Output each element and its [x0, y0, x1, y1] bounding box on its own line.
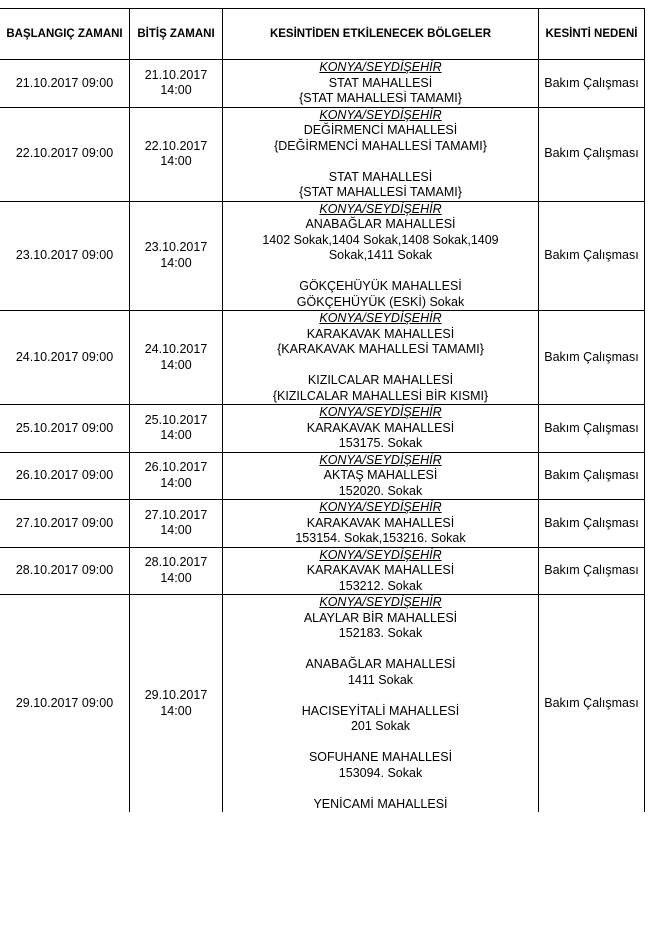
table-row — [0, 201, 645, 311]
area-line: ALAYLAR BİR MAHALLESİ — [303, 610, 458, 625]
end-hour: 14:00 — [160, 523, 192, 538]
table-row — [0, 452, 645, 500]
city-district: KONYA/SEYDİŞEHİR — [319, 547, 442, 562]
area-line: ANABAĞLAR MAHALLESİ — [305, 657, 456, 671]
reason-cell: Bakım Çalışması — [539, 405, 645, 453]
header-reason: KESİNTİ NEDENİ — [539, 9, 645, 60]
city-district: KONYA/SEYDİŞEHİR — [319, 201, 442, 216]
city-district: KONYA/SEYDİŞEHİR — [319, 107, 442, 122]
header-end: BİTİŞ ZAMANI — [130, 9, 223, 60]
area-spacer — [225, 735, 536, 751]
area-spacer — [225, 642, 536, 658]
area-line: AKTAŞ MAHALLESİ — [323, 468, 438, 482]
city-district: KONYA/SEYDİŞEHİR — [319, 595, 442, 609]
end-time-cell — [130, 405, 223, 453]
start-time-cell: 21.10.2017 09:00 — [0, 60, 130, 108]
area-line: KARAKAVAK MAHALLESİ — [306, 563, 455, 577]
end-date: 22.10.2017 — [144, 138, 208, 153]
table-row — [0, 595, 645, 813]
end-time-cell — [130, 311, 223, 405]
area-line: KARAKAVAK MAHALLESİ — [306, 326, 455, 341]
regions-cell — [223, 201, 539, 311]
start-time-cell: 23.10.2017 09:00 — [0, 201, 130, 311]
end-time-cell — [130, 107, 223, 201]
area-line: ANABAĞLAR MAHALLESİ — [305, 217, 456, 231]
area-line: 152020. Sokak — [338, 483, 423, 498]
end-date: 29.10.2017 — [144, 688, 208, 702]
end-time-cell — [130, 452, 223, 500]
reason-cell: Bakım Çalışması — [539, 595, 645, 813]
table-row — [0, 311, 645, 405]
end-date: 28.10.2017 — [144, 555, 208, 570]
end-date: 27.10.2017 — [144, 507, 208, 522]
area-line: DEĞİRMENCİ MAHALLESİ — [303, 123, 458, 137]
end-time-cell — [130, 500, 223, 548]
header-row — [0, 9, 645, 60]
start-time-cell: 26.10.2017 09:00 — [0, 452, 130, 500]
city-district: KONYA/SEYDİŞEHİR — [319, 500, 442, 514]
area-line: 201 Sokak — [350, 719, 411, 733]
area-line: STAT MAHALLESİ — [328, 75, 433, 90]
city-district: KONYA/SEYDİŞEHİR — [319, 311, 442, 325]
area-line: {STAT MAHALLESİ TAMAMI} — [299, 91, 462, 105]
area-line: 153094. Sokak — [338, 765, 423, 780]
area-line: HACISEYİTALİ MAHALLESİ — [301, 703, 460, 718]
area-spacer — [225, 688, 536, 704]
end-hour: 14:00 — [160, 357, 192, 372]
end-time-cell — [130, 595, 223, 813]
regions-cell — [223, 60, 539, 108]
start-time-cell: 24.10.2017 09:00 — [0, 311, 130, 405]
area-line: STAT MAHALLESİ — [328, 169, 433, 184]
reason-cell: Bakım Çalışması — [539, 500, 645, 548]
start-time-cell: 25.10.2017 09:00 — [0, 405, 130, 453]
area-line: {KIZILCALAR MAHALLESİ BİR KISMI} — [272, 388, 489, 403]
city-district: KONYA/SEYDİŞEHİR — [319, 405, 442, 419]
reason-cell: Bakım Çalışması — [539, 311, 645, 405]
outage-table — [0, 8, 645, 812]
area-line: YENİCAMİ MAHALLESİ — [313, 796, 448, 811]
table-row — [0, 405, 645, 453]
end-date: 26.10.2017 — [144, 460, 208, 475]
table-row — [0, 60, 645, 108]
area-line: KARAKAVAK MAHALLESİ — [306, 515, 455, 530]
reason-cell: Bakım Çalışması — [539, 201, 645, 311]
start-time-cell: 27.10.2017 09:00 — [0, 500, 130, 548]
regions-cell — [223, 405, 539, 453]
area-line: 153175. Sokak — [338, 436, 423, 450]
area-spacer — [225, 154, 536, 170]
end-hour: 14:00 — [160, 255, 192, 270]
reason-cell: Bakım Çalışması — [539, 60, 645, 108]
regions-cell — [223, 595, 539, 813]
end-hour: 14:00 — [160, 703, 192, 718]
table-row — [0, 547, 645, 595]
table-row — [0, 500, 645, 548]
regions-cell — [223, 311, 539, 405]
regions-cell — [223, 452, 539, 500]
area-line: {STAT MAHALLESİ TAMAMI} — [299, 185, 462, 199]
start-time-cell: 29.10.2017 09:00 — [0, 595, 130, 813]
area-line: 152183. Sokak — [338, 626, 423, 640]
start-time-cell: 28.10.2017 09:00 — [0, 547, 130, 595]
area-line: 1402 Sokak,1404 Sokak,1408 Sokak,1409 — [262, 232, 499, 247]
city-district: KONYA/SEYDİŞEHİR — [319, 60, 442, 74]
end-time-cell — [130, 60, 223, 108]
regions-cell — [223, 500, 539, 548]
area-line: GÖKÇEHÜYÜK MAHALLESİ — [299, 279, 462, 293]
end-date: 25.10.2017 — [144, 412, 208, 427]
area-line: GÖKÇEHÜYÜK (ESKİ) Sokak — [296, 294, 465, 309]
end-hour: 14:00 — [160, 428, 192, 443]
end-hour: 14:00 — [160, 83, 192, 98]
area-line: KARAKAVAK MAHALLESİ — [306, 420, 455, 435]
end-hour: 14:00 — [160, 570, 192, 585]
regions-cell — [223, 107, 539, 201]
area-spacer — [225, 358, 536, 374]
end-date: 21.10.2017 — [144, 67, 208, 82]
table-row — [0, 107, 645, 201]
area-line: 153212. Sokak — [338, 578, 423, 593]
reason-cell: Bakım Çalışması — [539, 547, 645, 595]
table-body — [0, 60, 645, 813]
area-line: {DEĞİRMENCİ MAHALLESİ TAMAMI} — [274, 138, 487, 153]
regions-cell — [223, 547, 539, 595]
area-spacer — [225, 264, 536, 280]
area-line: Sokak,1411 Sokak — [328, 248, 433, 262]
start-time-cell: 22.10.2017 09:00 — [0, 107, 130, 201]
reason-cell: Bakım Çalışması — [539, 107, 645, 201]
header-start: BAŞLANGIÇ ZAMANI — [0, 9, 130, 60]
area-line: {KARAKAVAK MAHALLESİ TAMAMI} — [277, 342, 484, 356]
area-spacer — [225, 781, 536, 797]
end-hour: 14:00 — [160, 475, 192, 490]
end-time-cell — [130, 547, 223, 595]
end-hour: 14:00 — [160, 154, 192, 168]
area-line: KIZILCALAR MAHALLESİ — [307, 373, 454, 387]
reason-cell: Bakım Çalışması — [539, 452, 645, 500]
end-time-cell — [130, 201, 223, 311]
header-regions: KESİNTİDEN ETKİLENECEK BÖLGELER — [223, 9, 539, 60]
end-date: 23.10.2017 — [144, 240, 208, 255]
area-line: SOFUHANE MAHALLESİ — [308, 750, 453, 764]
area-line: 1411 Sokak — [347, 672, 414, 687]
area-line: 153154. Sokak,153216. Sokak — [295, 531, 466, 545]
end-date: 24.10.2017 — [144, 342, 208, 356]
city-district: KONYA/SEYDİŞEHİR — [319, 452, 442, 467]
